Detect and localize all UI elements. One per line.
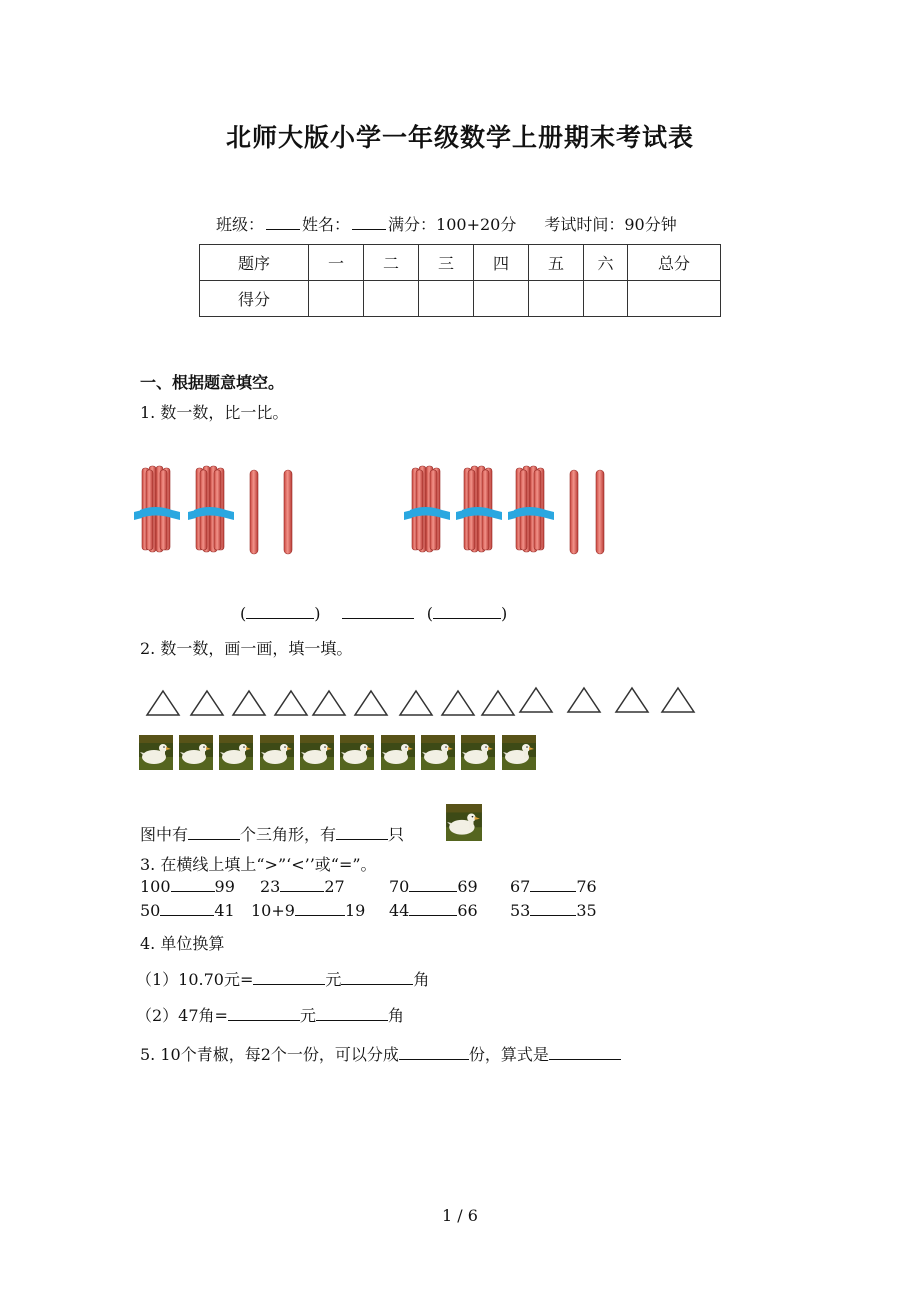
full-score: 满分：100+20分 bbox=[388, 215, 517, 234]
q5-text: 5. 10个青椒，每2个一份，可以分成 bbox=[140, 1045, 399, 1064]
q5-line bbox=[140, 1042, 621, 1065]
compare-blank[interactable] bbox=[530, 877, 576, 892]
score-table-score-row bbox=[200, 281, 721, 317]
q4-line-2 bbox=[136, 1003, 404, 1026]
compare-right: 35 bbox=[576, 901, 597, 920]
duck-icon bbox=[421, 735, 455, 770]
triangle-icon bbox=[145, 689, 181, 717]
triangle-count-blank[interactable] bbox=[188, 825, 240, 840]
compare-blank[interactable] bbox=[280, 877, 324, 892]
class-blank[interactable] bbox=[266, 215, 300, 230]
compare-blank[interactable] bbox=[409, 877, 457, 892]
duck-icon bbox=[139, 735, 173, 770]
triangle-icon bbox=[273, 689, 309, 717]
compare-left: 70 bbox=[389, 877, 410, 896]
jiao-blank[interactable] bbox=[316, 1006, 388, 1021]
yuan-blank[interactable] bbox=[228, 1006, 300, 1021]
header-cell: 总分 bbox=[628, 245, 721, 281]
compare-right: 19 bbox=[344, 901, 366, 920]
q3-item bbox=[510, 877, 597, 896]
score-cell[interactable] bbox=[419, 281, 474, 317]
duck-icon bbox=[461, 735, 495, 770]
duck-icon bbox=[300, 735, 334, 770]
q3-item bbox=[389, 877, 478, 896]
triangle-icon bbox=[189, 689, 225, 717]
triangle-icon bbox=[231, 689, 267, 717]
header-cell: 三 bbox=[419, 245, 474, 281]
q1-blank-left[interactable] bbox=[246, 604, 314, 619]
duck-icon bbox=[219, 735, 253, 770]
exam-time: 考试时间：90分钟 bbox=[544, 215, 677, 234]
single-stick-icon bbox=[250, 470, 258, 554]
q4-line-1 bbox=[136, 967, 429, 990]
q1-blank-right[interactable] bbox=[433, 604, 501, 619]
compare-right: 27 bbox=[324, 877, 345, 896]
unit-jiao: 角 bbox=[387, 1006, 404, 1025]
score-cell[interactable] bbox=[474, 281, 529, 317]
header-cell: 五 bbox=[529, 245, 584, 281]
page-number: 1 / 6 bbox=[442, 1206, 478, 1225]
score-cell[interactable] bbox=[364, 281, 419, 317]
formula-blank[interactable] bbox=[549, 1045, 621, 1060]
single-stick-icon bbox=[570, 470, 578, 554]
exam-info-line bbox=[216, 212, 677, 235]
page-title: 北师大版小学一年级数学上册期末考试表 bbox=[225, 123, 694, 152]
score-table bbox=[199, 244, 721, 317]
q1-right-sticks bbox=[400, 460, 620, 560]
duck-icon bbox=[444, 804, 484, 841]
compare-left: 44 bbox=[389, 901, 410, 920]
q3-item bbox=[510, 901, 597, 920]
compare-left: 53 bbox=[510, 901, 531, 920]
compare-blank[interactable] bbox=[530, 901, 576, 916]
q1-blank-compare[interactable] bbox=[342, 604, 414, 619]
q4-prefix: （1）10.70元= bbox=[136, 970, 254, 989]
q2-fill-text: 只 bbox=[388, 825, 405, 844]
yuan-blank[interactable] bbox=[253, 970, 325, 985]
duck-icon bbox=[179, 735, 213, 770]
row-label-cell: 得分 bbox=[200, 281, 309, 317]
triangle-icon bbox=[660, 686, 696, 714]
q3-row-2 bbox=[140, 901, 235, 920]
single-stick-icon bbox=[596, 470, 604, 554]
paren-close: ) bbox=[314, 604, 321, 623]
q3-item bbox=[251, 901, 365, 920]
q2-fill-line bbox=[140, 822, 404, 845]
stick-bundle-icon bbox=[134, 466, 180, 552]
unit-jiao: 角 bbox=[413, 970, 430, 989]
triangle-icon bbox=[614, 686, 650, 714]
duck-icon bbox=[502, 735, 536, 770]
q5-text: 份，算式是 bbox=[468, 1045, 549, 1064]
score-table-header-row bbox=[200, 245, 721, 281]
q1-text: 1. 数一数，比一比。 bbox=[140, 403, 289, 422]
stick-bundle-icon bbox=[508, 466, 554, 552]
q3-row-1 bbox=[140, 877, 235, 896]
q2-text: 2. 数一数，画一画，填一填。 bbox=[140, 639, 353, 658]
triangle-icon bbox=[353, 689, 389, 717]
score-cell[interactable] bbox=[309, 281, 364, 317]
q3-item bbox=[260, 877, 345, 896]
triangle-icon bbox=[311, 689, 347, 717]
stick-bundle-icon bbox=[404, 466, 450, 552]
q1-left-sticks bbox=[130, 460, 310, 560]
compare-left: 100 bbox=[140, 877, 171, 896]
compare-left: 10+9 bbox=[251, 901, 295, 920]
triangle-icon bbox=[440, 689, 476, 717]
duck-icon bbox=[260, 735, 294, 770]
jiao-blank[interactable] bbox=[341, 970, 413, 985]
compare-blank[interactable] bbox=[295, 901, 345, 916]
compare-right: 76 bbox=[576, 877, 597, 896]
section-1-title: 一、根据题意填空。 bbox=[140, 373, 285, 392]
q1-answer-line bbox=[240, 604, 507, 623]
triangle-icon bbox=[398, 689, 434, 717]
compare-left: 67 bbox=[510, 877, 531, 896]
header-cell: 二 bbox=[364, 245, 419, 281]
paren-open: ( bbox=[426, 604, 433, 623]
triangle-icon bbox=[566, 686, 602, 714]
score-cell[interactable] bbox=[529, 281, 584, 317]
paren-close: ) bbox=[500, 604, 508, 623]
compare-right: 69 bbox=[457, 877, 478, 896]
score-cell[interactable] bbox=[628, 281, 721, 317]
q3-item bbox=[389, 901, 478, 920]
stick-bundle-icon bbox=[188, 466, 234, 552]
q4-text: 4. 单位换算 bbox=[140, 934, 225, 953]
duck-icon bbox=[340, 735, 374, 770]
header-cell: 四 bbox=[474, 245, 529, 281]
score-cell[interactable] bbox=[584, 281, 628, 317]
duck-count-blank[interactable] bbox=[336, 825, 388, 840]
name-label: 姓名： bbox=[302, 215, 351, 234]
compare-left: 23 bbox=[260, 877, 281, 896]
duck-icon bbox=[381, 735, 415, 770]
q2-fill-text: 图中有 bbox=[140, 825, 189, 844]
compare-right: 41 bbox=[214, 901, 235, 920]
header-cell: 一 bbox=[309, 245, 364, 281]
paren-open: ( bbox=[240, 604, 247, 623]
stick-bundle-icon bbox=[456, 466, 502, 552]
header-cell: 六 bbox=[584, 245, 628, 281]
triangle-icon bbox=[518, 686, 554, 714]
compare-blank[interactable] bbox=[171, 877, 215, 892]
unit-yuan: 元 bbox=[299, 1006, 316, 1025]
header-cell: 题序 bbox=[200, 245, 309, 281]
unit-yuan: 元 bbox=[325, 970, 342, 989]
compare-blank[interactable] bbox=[409, 901, 457, 916]
compare-right: 99 bbox=[214, 877, 235, 896]
triangle-icon bbox=[480, 689, 516, 717]
compare-left: 50 bbox=[140, 901, 161, 920]
q4-prefix: （2）47角= bbox=[136, 1006, 228, 1025]
compare-right: 66 bbox=[457, 901, 478, 920]
single-stick-icon bbox=[284, 470, 292, 554]
name-blank[interactable] bbox=[352, 215, 386, 230]
q3-text: 3. 在横线上填上“>”‘<’’或“=”。 bbox=[140, 855, 377, 874]
portion-blank[interactable] bbox=[399, 1045, 469, 1060]
class-label: 班级： bbox=[216, 215, 265, 234]
compare-blank[interactable] bbox=[160, 901, 214, 916]
q2-fill-text: 个三角形，有 bbox=[240, 825, 337, 844]
